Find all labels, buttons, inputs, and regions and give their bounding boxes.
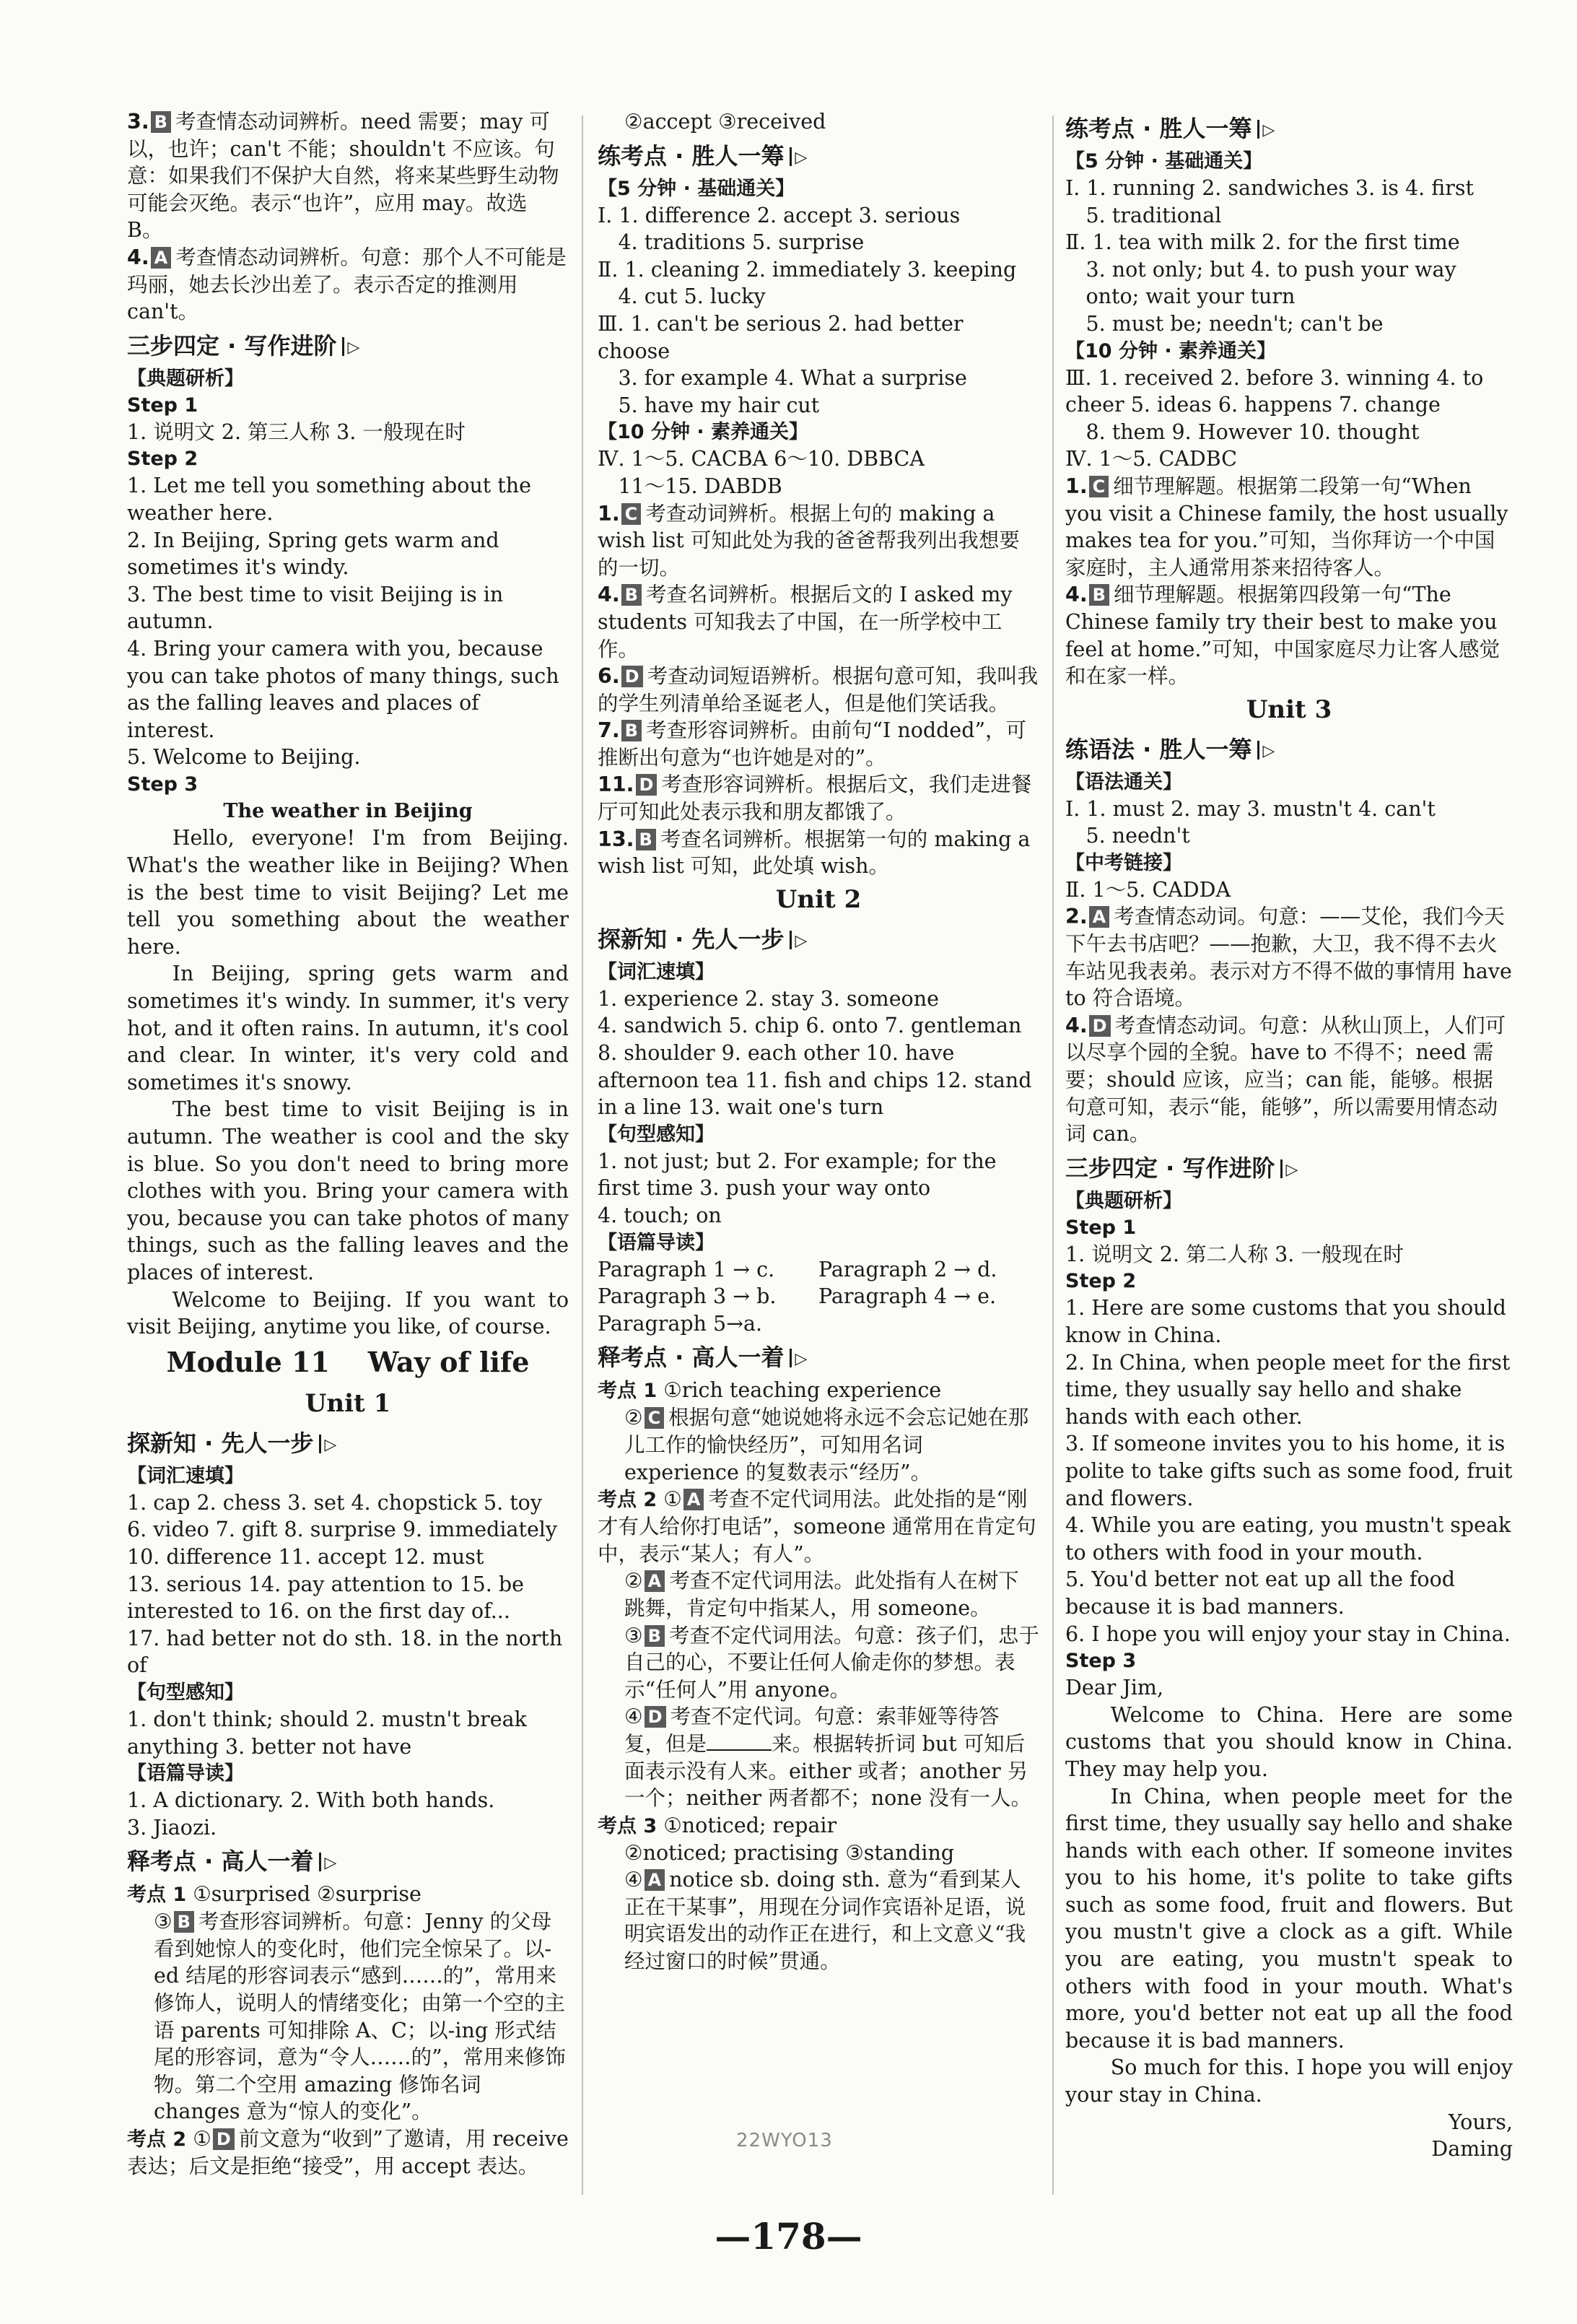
answer-item	[598, 771, 1039, 825]
answer-text: 考查情态动词。句意：——艾伦，我们今天下午去书店吧？——抱歉，大卫，我不得不去火车站见我表弟。表示对方不得不做的事情用 have to 符合语境。	[1065, 905, 1512, 1011]
essay-paragraph: Welcome to Beijing. If you want to visit Beijing, anytime you like, of course.	[127, 1287, 569, 1339]
answer-badge: D	[1089, 1015, 1111, 1037]
answer-text: 考查名词辨析。根据后文的 I asked my students 可知我去了中国，在一所学校中工作。	[598, 583, 1013, 661]
subsection-label: 【5 分钟 · 基础通关】	[598, 177, 795, 200]
vocab-line: 10. difference 11. accept 12. must	[127, 1544, 484, 1569]
play-arrow-icon: ▷	[795, 931, 808, 950]
answer-line: ②accept ③received	[624, 110, 826, 134]
play-arrow-icon: ▷	[324, 1854, 337, 1873]
step2-item: 6. I hope you will enjoy your stay in China.	[1065, 1622, 1511, 1646]
quality-line: Ⅳ. 1～5. CADBC	[1065, 447, 1237, 471]
answer-list	[598, 500, 1039, 880]
letter-paragraph: So much for this. I hope you will enjoy your stay in China.	[1065, 2055, 1513, 2107]
answer-text: 考查形容词辨析。由前句“I nodded”，可推断出句意为“也许她是对的”。	[598, 718, 1027, 770]
sentence-list	[598, 1148, 1039, 1230]
column-divider	[582, 116, 583, 2195]
basic-line: Ⅲ. 1. can't be serious 2. had better choose	[598, 311, 964, 363]
sentence-line: 4. touch; on	[598, 1204, 722, 1227]
section-header: 释考点 · 高人一着 ▷	[598, 1344, 808, 1372]
answer-badge: A	[1089, 906, 1110, 928]
letter-signature: Daming	[1431, 2137, 1513, 2162]
step2-item: 5. Welcome to Beijing.	[127, 745, 361, 770]
column-1	[127, 108, 569, 2180]
answer-text: 考查情态动词。句意：从秋山顶上，人们可以尽享个园的全貌。have to 不得不；need 需要；should 应该，应当；can 能，能够。根据句意可知，表示“能，能够”，所以需要用情态动词 can。	[1065, 1013, 1506, 1146]
reading-list	[127, 1787, 569, 1841]
reading-line: 1. A dictionary. 2. With both hands.	[127, 1788, 495, 1813]
answer-item: 3. B 考查情态动词辨析。need 需要；may 可以，也许；can't 不能；shouldn't 不应该。句意：如果我们不保护大自然，将来某些野生动物可能会灭绝。表示“也许”，应用 may。故选 B。	[127, 110, 559, 243]
column-divider	[1052, 116, 1054, 2195]
step-text: 1. 说明文 2. 第三人称 3. 一般现在时	[127, 419, 466, 444]
answer-item	[598, 717, 1039, 771]
answer-item: ④ D 考查不定代词。句意：索菲娅等待答复，但是 来。根据转折词 but 可知后面表示没有人来。either 或者；another 另一个；neither 两者都不；none 没有一人。	[624, 1705, 1032, 1811]
play-arrow-icon: ▷	[324, 1435, 337, 1454]
answer-item	[1065, 1012, 1513, 1148]
point-line: 考点 1 ①surprised ②surprise	[127, 1882, 421, 1907]
section-header: 练考点 · 胜人一筹 ▷	[1065, 115, 1275, 142]
subsection-label: 【10 分钟 · 素养通关】	[1065, 339, 1277, 362]
answer-badge: A	[645, 1570, 665, 1592]
answer-badge: B	[174, 1911, 194, 1933]
letter-paragraph: In China, when people meet for the first time, they usually say hello and shake hands with each other. If someone invites you to his home, it's polite to take gifts such as some food, fruit and flowers. But you mustn't give a clock as a gift. While you are eating, you mustn't speak to others with food in your mouth. What's more, you'd better not eat up all the food because it is bad manners.	[1065, 1784, 1513, 2053]
paragraph-row	[598, 1310, 1039, 1338]
answer-number: 11.	[598, 773, 634, 797]
quality-line: Ⅲ. 1. received 2. before 3. winning 4. to cheer 5. ideas 6. happens 7. change	[1065, 365, 1484, 417]
answer-item: ② A 考查不定代词用法。此处指有人在树下跳舞，肯定句中指某人，用 someone。	[624, 1569, 1019, 1620]
quality-list	[1065, 365, 1513, 473]
vocab-line: 13. serious 14. pay attention to 15. be interested to 16. on the first day of...	[127, 1572, 525, 1624]
answer-item	[598, 581, 1039, 663]
answer-item	[598, 826, 1039, 880]
grammar-line: Ⅰ. 1. must 2. may 3. mustn't 4. can't	[1065, 796, 1436, 821]
step2-item: 1. Let me tell you something about the weather here.	[127, 474, 531, 525]
vocab-line: 1. experience 2. stay 3. someone	[598, 986, 939, 1011]
step2-item: 1. Here are some customs that you should know in China.	[1065, 1296, 1506, 1347]
answer-badge: B	[151, 111, 171, 133]
answer-badge: D	[636, 774, 658, 796]
answer-item: ③ B 考查形容词辨析。句意：Jenny 的父母看到她惊人的变化时，他们完全惊呆了。以-ed 结尾的形容词表示“感到……的”，常用来修饰人，说明人的情绪变化；由第一个空的主语 parents 可知排除 A、C；以-ing 形式结尾的形容词，意为“令人……的”，常用来修饰物。第二个空用 amazing 修饰名词 changes 意为“惊人的变化”。	[154, 1910, 566, 2124]
point-line: 考点 1 ①rich teaching experience	[598, 1378, 942, 1403]
play-arrow-icon: ▷	[795, 1350, 808, 1369]
basic-line: 4. cut 5. lucky	[618, 284, 766, 309]
answer-item: 4. A 考查情态动词辨析。句意：那个人不可能是玛丽，她去长沙出差了。表示否定的推测用 can't。	[127, 245, 567, 324]
letter-greeting: Dear Jim,	[1065, 1676, 1164, 1700]
sentence-line: 1. not just; but 2. For example; for the first time 3. push your way onto	[598, 1149, 997, 1201]
answer-badge: C	[645, 1407, 665, 1429]
quality-line: Ⅳ. 1～5. CACBA 6～10. DBBCA	[598, 447, 925, 471]
blank-line	[707, 1733, 772, 1751]
answer-item	[1065, 581, 1513, 689]
answer-list	[1065, 473, 1513, 690]
section-header: 探新知 · 先人一步 ▷	[127, 1429, 337, 1457]
subsection-label: 【句型感知】	[598, 1123, 715, 1146]
answer-number: 7.	[598, 718, 620, 743]
section-header: 释考点 · 高人一着 ▷	[127, 1848, 337, 1876]
section-header: 练语法 · 胜人一筹 ▷	[1065, 735, 1275, 763]
paragraph-match: Paragraph 4 → e.	[818, 1284, 997, 1309]
basic-line: Ⅱ. 1. cleaning 2. immediately 3. keeping	[598, 257, 1017, 282]
answer-text: 细节理解题。根据第四段第一句“The Chinese family try their best to make you feel at home.”可知，中国家庭尽力让客人感觉和在家一样。	[1065, 583, 1500, 689]
answer-item	[1065, 473, 1513, 581]
basic-line: 5. traditional	[1085, 203, 1222, 227]
step2-item: 4. Bring your camera with you, because you can take photos of many things, such as the falling leaves and places of interest.	[127, 636, 559, 742]
answer-number: 4.	[1065, 1013, 1088, 1037]
step2-item: 3. The best time to visit Beijing is in autumn.	[127, 582, 504, 634]
subsection-label: 【10 分钟 · 素养通关】	[598, 421, 809, 444]
paragraph-match-list	[598, 1256, 1039, 1338]
essay-body	[127, 824, 569, 1340]
subsection-label: 【语篇导读】	[598, 1231, 715, 1254]
step2-item: 2. In China, when people meet for the first time, they usually say hello and shake hands with each other.	[1065, 1350, 1511, 1429]
page-number: —178—	[715, 2215, 862, 2258]
answer-badge: B	[645, 1625, 665, 1647]
page-code: 22WYO13	[736, 2130, 833, 2151]
answer-badge: D	[621, 666, 643, 687]
subsection-label: 【语法通关】	[1065, 770, 1182, 793]
step2-item: 3. If someone invites you to his home, it is polite to take gifts such as some food, fruit and flowers.	[1065, 1432, 1513, 1510]
subsection-label: 【中考链接】	[1065, 851, 1182, 874]
quality-line: 11～15. DABDB	[618, 474, 782, 498]
answer-text: 考查名词辨析。根据第一句的 making a wish list 可知，此处填 wish。	[598, 827, 1031, 879]
reading-line: 3. Jiaozi.	[127, 1815, 217, 1840]
paragraph-match	[818, 1310, 1039, 1338]
basic-line: Ⅰ. 1. difference 2. accept 3. serious	[598, 203, 961, 227]
step-label: Step 1	[1065, 1216, 1137, 1239]
answer-badge: B	[1089, 584, 1109, 606]
vocab-line: 4. sandwich 5. chip 6. onto 7. gentleman	[598, 1014, 1022, 1038]
section-header: 练考点 · 胜人一筹 ▷	[598, 142, 808, 170]
module-title: Module 11 Way of life	[166, 1345, 530, 1378]
letter-paragraph: Welcome to China. Here are some customs that you should know in China. They may help you.	[1065, 1702, 1513, 1781]
step2-list	[1065, 1294, 1513, 1648]
answer-number: 1.	[598, 501, 620, 526]
paragraph-row	[598, 1256, 1039, 1284]
answer-text: 考查动词短语辨析。根据句意可知，我叫我的学生列清单给圣诞老人，但是他们笑话我。	[598, 664, 1039, 715]
subsection-label: 【典题研析】	[127, 367, 244, 390]
answer-item: ④ A notice sb. doing sth. 意为“看到某人正在干某事”，用现在分词作宾语补足语，说明宾语发出的动作正在进行，和上文意义“我经过窗口的时候”贯通。	[624, 1868, 1026, 1974]
play-arrow-icon: ▷	[1262, 121, 1275, 139]
section-header: 三步四定 · 写作进阶 ▷	[127, 331, 360, 360]
unit-title: Unit 3	[1246, 695, 1332, 724]
answer-list	[1065, 903, 1513, 1147]
exam-list	[1065, 876, 1513, 904]
column-2	[598, 108, 1039, 1975]
vocab-line: 1. cap 2. chess 3. set 4. chopstick 5. toy	[127, 1490, 542, 1515]
answer-text: 细节理解题。根据第二段第一句“When you visit a Chinese family, the host usually makes tea for you.”可知，当你拜访一个中国家庭时，主人通常用茶来招待客人。	[1065, 474, 1508, 580]
point-line: 考点 3 ①noticed; repair	[598, 1813, 837, 1837]
paragraph-row	[598, 1283, 1039, 1310]
answer-badge: C	[621, 503, 642, 525]
step-label: Step 2	[1065, 1270, 1137, 1293]
subsection-label: 【5 分钟 · 基础通关】	[1065, 150, 1263, 173]
unit-title: Unit 2	[775, 884, 862, 914]
step-text: 1. 说明文 2. 第二人称 3. 一般现在时	[1065, 1242, 1404, 1266]
subsection-label: 【词汇速填】	[127, 1464, 244, 1487]
column-3	[1065, 108, 1513, 2163]
answer-item: 考点 2 ① D 前文意为“收到”了邀请，用 receive 表达；后文是拒绝“接受”，用 accept 表达。	[127, 2127, 569, 2179]
answer-number: 13.	[598, 827, 634, 851]
essay-paragraph: In Beijing, spring gets warm and sometimes it's windy. In summer, it's very hot, and it often rains. In autumn, it's cool and clear. In winter, it's very cold and sometimes it's snowy.	[127, 962, 569, 1094]
answer-item: ② C 根据句意“她说她将永远不会忘记她在那儿工作的愉快经历”，可知用名词 experience 的复数表示“经历”。	[624, 1406, 1029, 1484]
vocab-line: 8. shoulder 9. each other 10. have afternoon tea 11. fish and chips 12. stand in a line 13. wait one's turn	[598, 1041, 1032, 1120]
answer-badge: A	[683, 1489, 704, 1510]
vocab-list	[598, 985, 1039, 1121]
section-header: 探新知 · 先人一步 ▷	[598, 925, 808, 953]
answer-badge: D	[213, 2128, 235, 2150]
essay-title: The weather in Beijing	[223, 799, 473, 822]
play-arrow-icon: ▷	[347, 338, 360, 357]
answer-text: 考查动词辨析。根据上句的 making a wish list 可知此处为我的爸爸帮我列出我想要的一切。	[598, 501, 1020, 580]
vocab-line: 6. video 7. gift 8. surprise 9. immediately	[127, 1518, 558, 1542]
answer-badge: B	[621, 584, 642, 606]
quality-list	[598, 445, 1039, 500]
answer-text: 考查形容词辨析。根据后文，我们走进餐厅可知此处表示我和朋友都饿了。	[598, 773, 1032, 824]
basic-list	[598, 202, 1039, 419]
basic-list	[1065, 175, 1513, 338]
step2-list	[127, 472, 569, 771]
answer-badge: B	[621, 720, 642, 741]
answer-item: 考点 2 ① A 考查不定代词用法。此处指的是“刚才有人给你打电话”，someone 通常用在肯定句中，表示“某人；有人”。	[598, 1487, 1036, 1566]
essay-paragraph: Hello, everyone! I'm from Beijing. What's the weather like in Beijing? When is the best time to visit Beijing? Let me tell you something about the weather here.	[127, 826, 569, 959]
exam-line: Ⅱ. 1～5. CADDA	[1065, 877, 1231, 902]
section-header: 三步四定 · 写作进阶 ▷	[1065, 1154, 1298, 1182]
essay-paragraph: The best time to visit Beijing is in autumn. The weather is cool and the sky is blue. So you don't need to bring more clothes with you. Bring your camera with you, because you can take photos of many things, such as the falling leaves and the places of interest.	[127, 1097, 569, 1284]
step-label: Step 3	[127, 773, 198, 796]
answer-item	[1065, 903, 1513, 1011]
step2-item: 4. While you are eating, you mustn't speak to others with food in your mouth.	[1065, 1513, 1511, 1564]
answer-badge: C	[1089, 476, 1109, 497]
grammar-line: 5. needn't	[1085, 824, 1190, 848]
play-arrow-icon: ▷	[1285, 1160, 1298, 1179]
sentence-line: 1. don't think; should 2. mustn't break anything 3. better not have	[127, 1707, 527, 1759]
step-label: Step 3	[1065, 1650, 1137, 1673]
letter-closing: Yours,	[1448, 2110, 1513, 2134]
answer-number: 4.	[598, 583, 620, 607]
basic-line: 3. for example 4. What a surprise	[618, 366, 967, 391]
paragraph-match: Paragraph 5→a.	[598, 1311, 763, 1336]
letter-body	[1065, 1702, 1513, 2109]
grammar-list	[1065, 796, 1513, 850]
answer-number: 2.	[1065, 905, 1088, 929]
answer-badge: B	[636, 829, 656, 850]
answer-badge: D	[645, 1706, 666, 1728]
basic-line: Ⅰ. 1. running 2. sandwiches 3. is 4. first	[1065, 176, 1474, 200]
step2-item: 2. In Beijing, Spring gets warm and sometimes it's windy.	[127, 528, 499, 580]
quality-line: 8. them 9. However 10. thought	[1085, 419, 1420, 444]
answer-badge: A	[645, 1869, 665, 1891]
step-label: Step 1	[127, 393, 198, 417]
answer-badge: A	[151, 247, 172, 269]
basic-line: 4. traditions 5. surprise	[618, 230, 865, 255]
vocab-line: 17. had better not do sth. 18. in the north of	[127, 1626, 563, 1678]
answer-number: 4.	[1065, 583, 1088, 607]
vocab-list	[127, 1489, 569, 1679]
step-label: Step 2	[127, 448, 198, 471]
basic-line: Ⅱ. 1. tea with milk 2. for the first time	[1065, 230, 1460, 255]
answer-number: 1.	[1065, 474, 1088, 498]
unit-title: Unit 1	[305, 1388, 391, 1418]
paragraph-match: Paragraph 1 → c.	[598, 1257, 775, 1281]
basic-line: 3. not only; but 4. to push your way onto; wait your turn	[1085, 257, 1456, 309]
answer-item: ③ B 考查不定代词用法。句意：孩子们，忠于自己的心，不要让任何人偷走你的梦想。表示“任何人”用 anyone。	[624, 1623, 1039, 1702]
basic-line: 5. have my hair cut	[618, 393, 820, 417]
paragraph-match: Paragraph 3 → b.	[598, 1284, 777, 1309]
paragraph-match: Paragraph 2 → d.	[818, 1257, 997, 1281]
play-arrow-icon: ▷	[1262, 741, 1275, 760]
basic-line: 5. must be; needn't; can't be	[1085, 311, 1384, 336]
play-arrow-icon: ▷	[795, 148, 808, 167]
answer-item	[598, 500, 1039, 582]
answer-line: ②noticed; practising ③standing	[624, 1840, 955, 1865]
subsection-label: 【句型感知】	[127, 1681, 244, 1704]
sentence-list	[127, 1706, 569, 1760]
step2-item: 5. You'd better not eat up all the food because it is bad manners.	[1065, 1567, 1455, 1619]
answer-number: 6.	[598, 664, 620, 689]
answer-item	[598, 663, 1039, 717]
subsection-label: 【词汇速填】	[598, 960, 715, 983]
subsection-label: 【典题研析】	[1065, 1189, 1182, 1212]
subsection-label: 【语篇导读】	[127, 1762, 244, 1785]
